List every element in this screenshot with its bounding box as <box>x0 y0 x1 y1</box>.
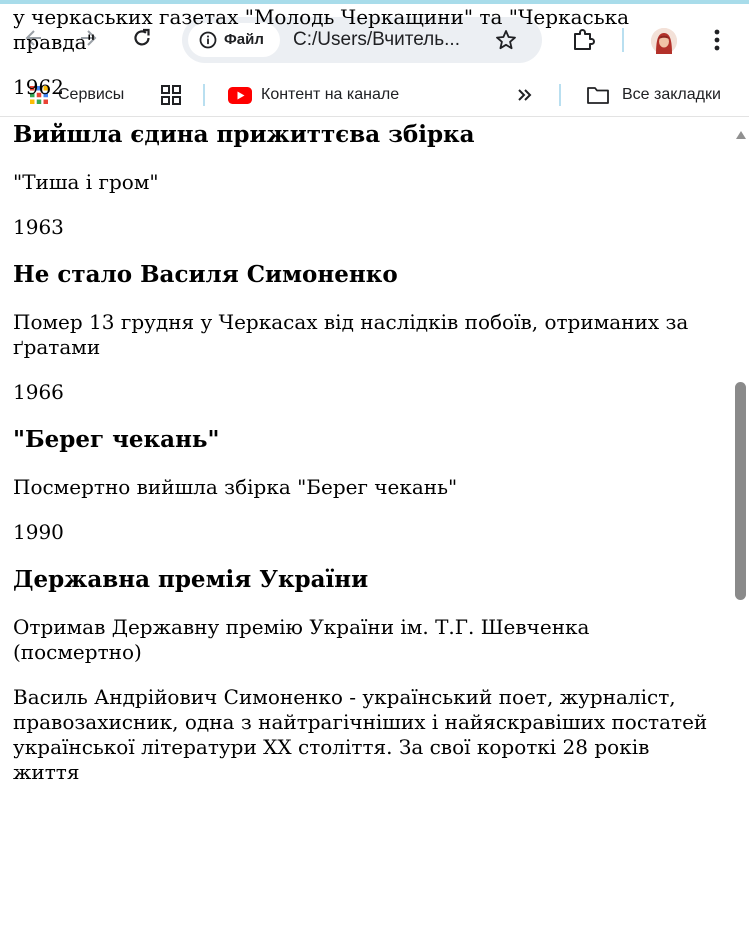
vertical-scrollbar[interactable] <box>733 117 749 948</box>
summary-paragraph: Василь Андрійович Симоненко - український поет, журналіст, правозахисник, одна з найтрагічніших і найяскравіших постатей української літератури XX століття. За свої короткі 28 років життя <box>13 685 708 784</box>
page-content <box>13 5 713 805</box>
scroll-up-arrow-icon[interactable] <box>736 131 746 139</box>
kebab-menu-icon <box>714 29 720 51</box>
timeline-title: "Берег чекань" <box>13 426 220 453</box>
timeline-description: Посмертно вийшла збірка "Берег чекань" <box>13 475 458 499</box>
scroll-thumb[interactable] <box>735 382 746 600</box>
timeline-description: Отримав Державну премію України ім. Т.Г. Шевченка (посмертно) <box>13 615 590 664</box>
bookmark-label: Сервисы <box>58 86 125 103</box>
timeline-description: Помер 13 грудня у Черкасах від наслідків побоїв, отриманих за ґратами <box>13 310 689 359</box>
paragraph-text: у черкаських газетах "Молодь Черкащини" та "Черкаська правда" <box>13 5 630 54</box>
url-text[interactable]: C:/Users/Вчитель... <box>293 29 460 50</box>
timeline-year: 1963 <box>13 215 64 239</box>
site-info-label: Файл <box>224 31 264 48</box>
timeline-title: Державна премія України <box>13 566 369 593</box>
timeline-year: 1966 <box>13 380 64 404</box>
timeline-description: "Тиша і гром" <box>13 170 159 194</box>
timeline-title: Не стало Василя Симоненко <box>13 261 398 288</box>
all-bookmarks-label: Все закладки <box>622 86 721 103</box>
timeline-year: 1962 <box>13 75 64 99</box>
bookmark-label: Контент на канале <box>261 86 400 103</box>
timeline-title: Вийшла єдина прижиттєва збірка <box>13 121 475 148</box>
timeline-year: 1990 <box>13 520 64 544</box>
